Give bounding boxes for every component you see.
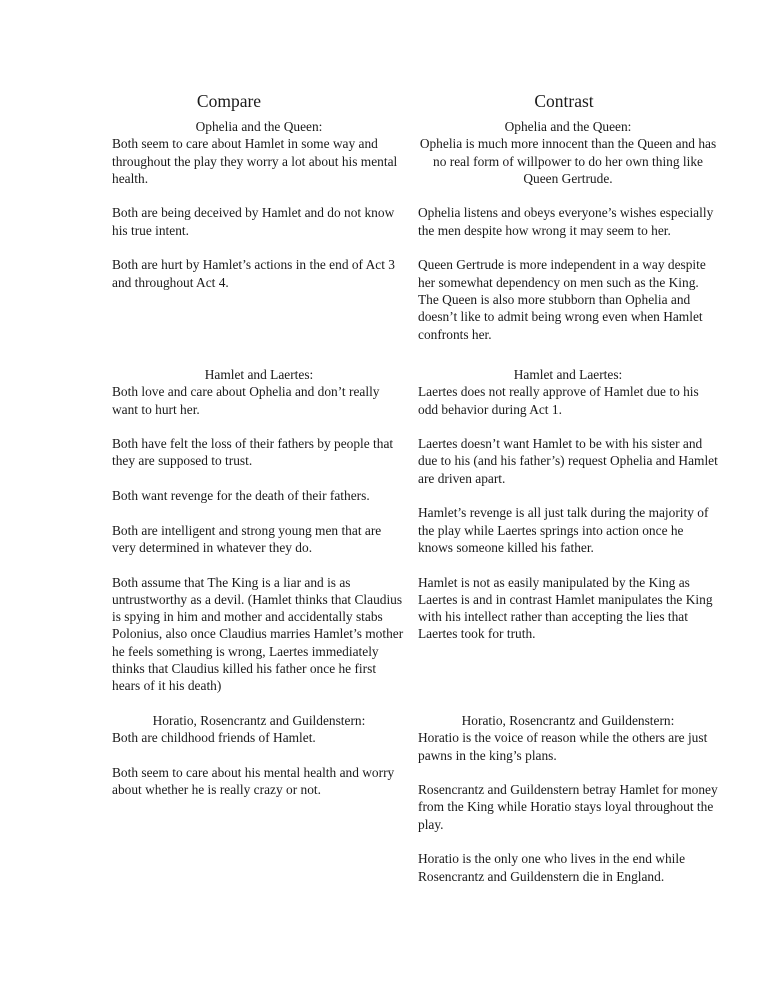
contrast-section-horatio-rg bbox=[418, 712, 718, 885]
compare-section-hamlet-laertes bbox=[112, 366, 406, 695]
paragraph: Horatio is the voice of reason while the others are just pawns in the king’s plans. bbox=[418, 730, 708, 763]
paragraph: Both are being deceived by Hamlet and do not know his true intent. bbox=[112, 205, 395, 238]
section-title: Ophelia and the Queen: bbox=[504, 119, 632, 134]
section-title: Ophelia and the Queen: bbox=[195, 119, 323, 134]
paragraph: Both seem to care about Hamlet in some way and throughout the play they worry a lot about his mental health. bbox=[112, 136, 398, 186]
contrast-section-ophelia-queen bbox=[418, 118, 718, 343]
paragraph: Both are childhood friends of Hamlet. bbox=[112, 730, 316, 746]
paragraph: Rosencrantz and Guildenstern betray Hamlet for money from the King while Horatio stays loyal throughout the play. bbox=[418, 782, 718, 832]
paragraph: Hamlet’s revenge is all just talk during the majority of the play while Laertes springs into action once he knows someone killed his father. bbox=[418, 505, 709, 555]
paragraph: Both seem to care about his mental health and worry about whether he is really crazy or not. bbox=[112, 764, 395, 798]
compare-column bbox=[112, 90, 406, 798]
paragraph: Laertes does not really approve of Hamlet due to his odd behavior during Act 1. bbox=[418, 384, 699, 417]
section-title: Horatio, Rosencrantz and Guildenstern: bbox=[152, 713, 366, 728]
paragraph: Both have felt the loss of their fathers by people that they are supposed to trust. bbox=[112, 436, 394, 469]
section-title: Horatio, Rosencrantz and Guildenstern: bbox=[461, 713, 675, 728]
section-title: Hamlet and Laertes: bbox=[204, 367, 314, 382]
paragraph: Both are intelligent and strong young men that are very determined in whatever they do. bbox=[112, 522, 382, 555]
paragraph: Hamlet is not as easily manipulated by the King as Laertes is and in contrast Hamlet manipulates the King with his intellect rather than accepting the lies that Laertes took for truth. bbox=[418, 574, 713, 642]
contrast-heading: Contrast bbox=[534, 91, 594, 111]
paragraph: Both love and care about Ophelia and don’t really want to hurt her. bbox=[112, 384, 380, 417]
paragraph: Both want revenge for the death of their fathers. bbox=[112, 488, 370, 504]
paragraph: Queen Gertrude is more independent in a way despite her somewhat dependency on men such as the King. The Queen is also more stubborn than Ophelia and doesn’t like to admit being wrong even when Hamlet confronts her. bbox=[418, 257, 706, 342]
paragraph: Both assume that The King is a liar and is as untrustworthy as a devil. (Hamlet thinks that Claudius is spying in him and mother and accidentally stabs Polonius, also once Claudius marries Hamlet’s mother he feels something is wrong, Laertes immediately thinks that Claudius killed his father once he first hears of it his death) bbox=[112, 574, 404, 694]
paragraph: Ophelia is much more innocent than the Queen and has no real form of willpower to do her own thing like Queen Gertrude. bbox=[419, 136, 717, 186]
compare-heading: Compare bbox=[196, 91, 262, 111]
section-title: Hamlet and Laertes: bbox=[513, 367, 623, 382]
contrast-column bbox=[418, 90, 718, 884]
paragraph: Ophelia listens and obeys everyone’s wishes especially the men despite how wrong it may seem to her. bbox=[418, 205, 714, 238]
compare-section-ophelia-queen bbox=[112, 118, 406, 291]
paragraph: Horatio is the only one who lives in the end while Rosencrantz and Guildenstern die in England. bbox=[418, 851, 686, 884]
paragraph: Both are hurt by Hamlet’s actions in the end of Act 3 and throughout Act 4. bbox=[112, 257, 396, 290]
compare-section-horatio-rg bbox=[112, 712, 406, 798]
paragraph: Laertes doesn’t want Hamlet to be with his sister and due to his (and his father’s) request Ophelia and Hamlet are driven apart. bbox=[418, 436, 718, 486]
contrast-section-hamlet-laertes bbox=[418, 366, 718, 643]
